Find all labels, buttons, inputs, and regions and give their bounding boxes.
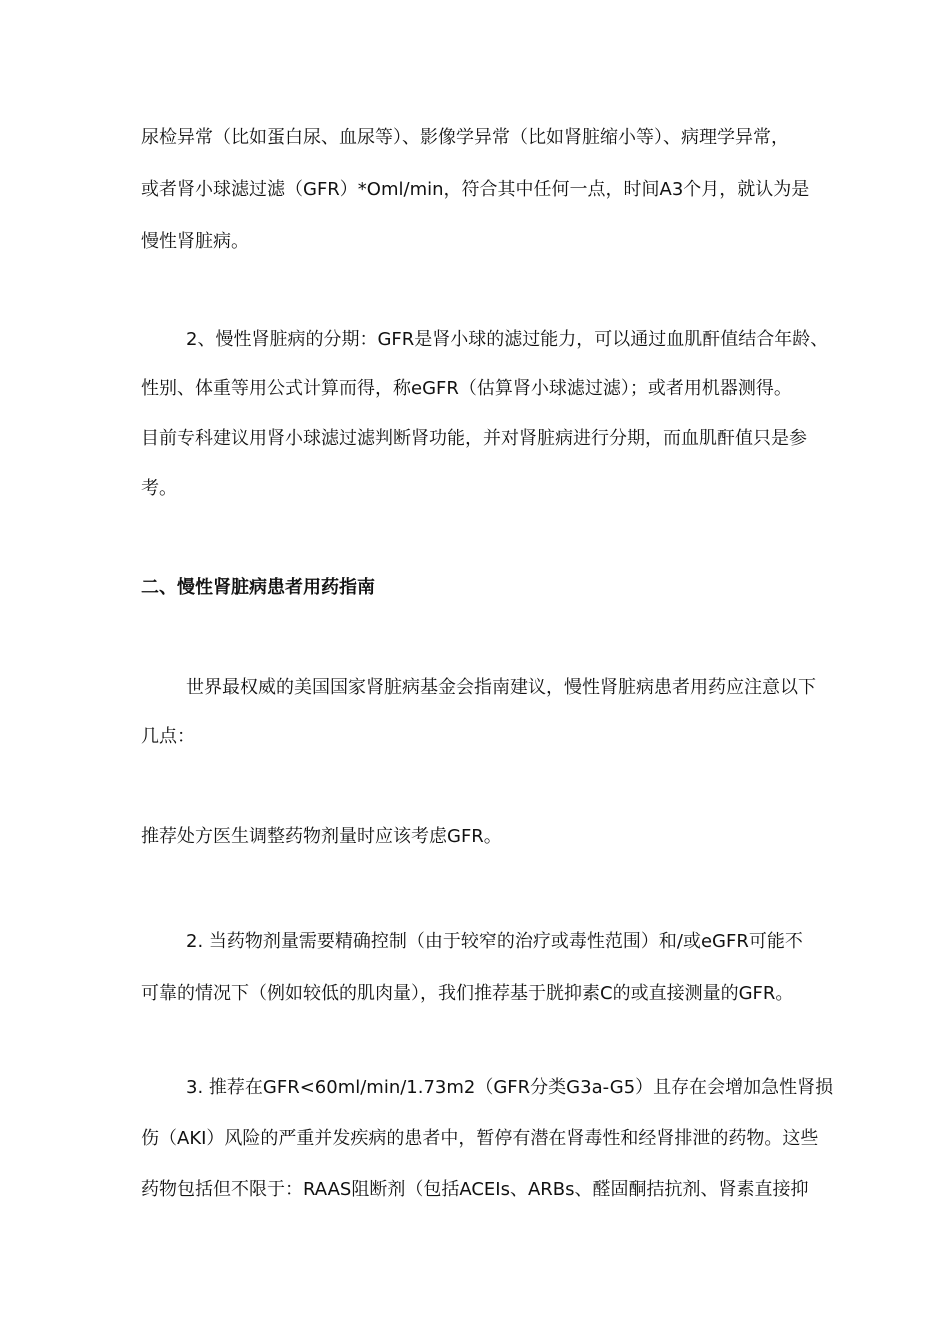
para6-line1: 3. 推荐在GFR<60ml/min/1.73m2（GFR分类G3a-G5）且存在会增加急性肾损 (186, 1077, 834, 1098)
para5-line1: 2. 当药物剂量需要精确控制（由于较窄的治疗或毒性范围）和/或eGFR可能不 (186, 931, 803, 952)
para4-line1: 推荐处方医生调整药物剂量时应该考虑GFR。 (141, 826, 502, 847)
section-heading: 二、慢性肾脏病患者用药指南 (141, 577, 375, 598)
para1-line3: 慢性肾脏病。 (141, 231, 249, 252)
para2-line2: 性别、体重等用公式计算而得，称eGFR（估算肾小球滤过滤）；或者用机器测得。 (141, 378, 792, 399)
para3-line2: 几点： (141, 726, 195, 747)
para1-line2: 或者肾小球滤过滤（GFR）*Oml/min，符合其中任何一点，时间A3个月，就认为是 (141, 179, 810, 200)
para2-line3: 目前专科建议用肾小球滤过滤判断肾功能，并对肾脏病进行分期，而血肌酐值只是参 (141, 428, 807, 449)
para2-line1: 2、慢性肾脏病的分期：GFR是肾小球的滤过能力，可以通过血肌酐值结合年龄、 (186, 329, 829, 350)
para6-line3: 药物包括但不限于：RAAS阻断剂（包括ACEIs、ARBs、醛固酮拮抗剂、肾素直接抑 (141, 1179, 809, 1200)
para3-line1: 世界最权威的美国国家肾脏病基金会指南建议，慢性肾脏病患者用药应注意以下 (186, 677, 816, 698)
para2-line4: 考。 (141, 478, 177, 499)
para5-line2: 可靠的情况下（例如较低的肌肉量），我们推荐基于胱抑素C的或直接测量的GFR。 (141, 983, 794, 1004)
para6-line2: 伤（AKI）风险的严重并发疾病的患者中，暂停有潜在肾毒性和经肾排泄的药物。这些 (141, 1128, 819, 1149)
para1-line1: 尿检异常（比如蛋白尿、血尿等）、影像学异常（比如肾脏缩小等）、病理学异常， (141, 127, 789, 148)
